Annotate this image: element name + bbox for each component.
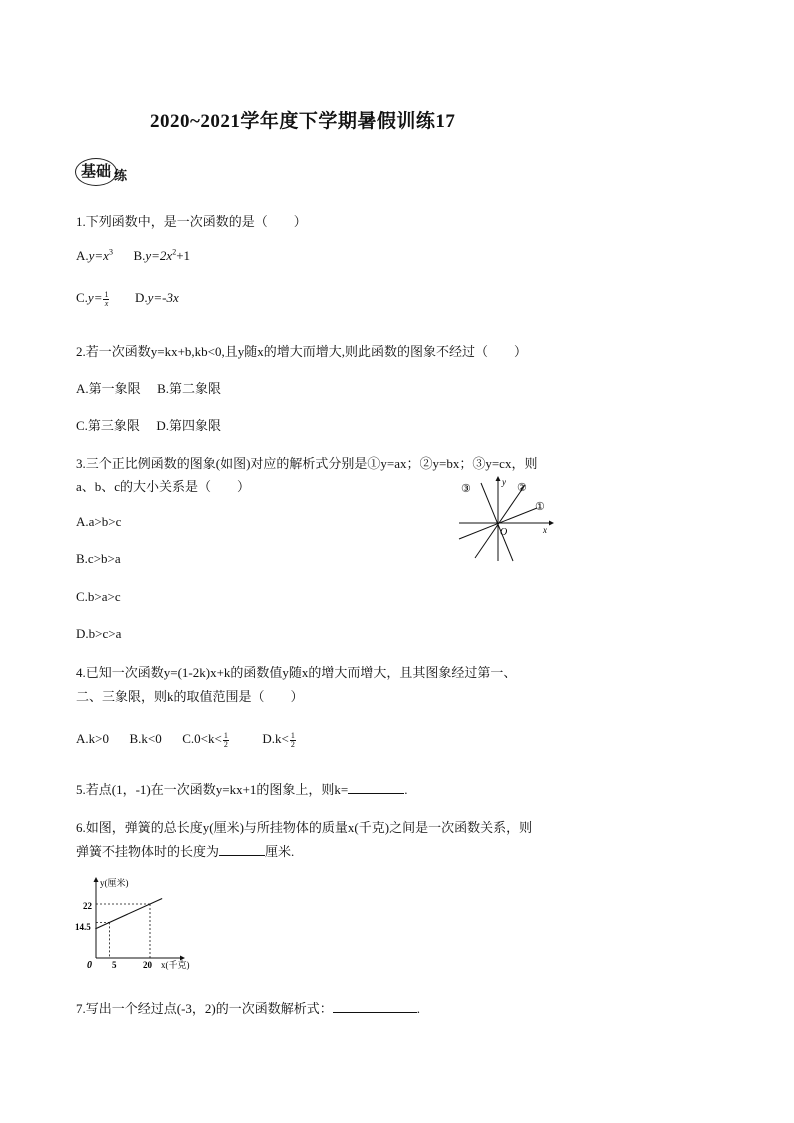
- q4-stem-line2: 二、三象限，则k的取值范围是（ ）: [76, 689, 304, 704]
- section-badge-tail: 练: [114, 168, 128, 183]
- q4-options: [76, 731, 297, 749]
- q6-xtick-20: 20: [143, 960, 152, 970]
- q6-ytick-14-5: 14.5: [75, 922, 91, 932]
- q3-option-d: D.b>c>a: [76, 626, 122, 641]
- q2-options-ab: [76, 378, 221, 397]
- q5-stem: 5.若点(1，-1)在一次函数y=kx+1的图象上，则k= .: [76, 782, 408, 797]
- q7-answer-blank[interactable]: [333, 1000, 417, 1013]
- q3-figure: [455, 475, 555, 565]
- q1-options-cd: [76, 290, 179, 308]
- q2-stem: 2.若一次函数y=kx+b,kb<0,且y随x的增大而增大,则此函数的图象不经过（ ）: [76, 344, 527, 359]
- q3-y-label: y: [502, 477, 506, 487]
- q3-label-3: ③: [461, 483, 471, 495]
- q6-ytick-22: 22: [83, 901, 92, 911]
- q3-label-2: ②: [517, 482, 527, 494]
- q4-option-d: D.k< $\frac{1}{2}$: [262, 730, 295, 749]
- q3-x-label: x: [543, 525, 547, 535]
- q2-option-d: D.第四象限: [156, 418, 222, 433]
- q1-option-d: D.y=-3x: [134, 290, 179, 305]
- q3-origin-label: O: [500, 527, 508, 538]
- q3-stem-line2: a、b、c的大小关系是（ ）: [76, 479, 251, 494]
- q5-answer-blank[interactable]: [348, 781, 404, 794]
- q3-option-a: A.a>b>c: [76, 514, 122, 529]
- q2-option-b: B.第二象限: [157, 381, 222, 396]
- q6-xtick-5: 5: [112, 960, 117, 970]
- q4-stem-line1: 4.已知一次函数y=(1-2k)x+k的函数值y随x的增大而增大，且其图象经过第一、: [76, 665, 517, 680]
- q7-stem: 7.写出一个经过点(-3，2)的一次函数解析式： .: [76, 1001, 420, 1016]
- q2-option-a: A.第一象限: [76, 381, 141, 396]
- q3-option-b: B.c>b>a: [76, 551, 121, 566]
- q3-stem-line1: 3.三个正比例函数的图象(如图)对应的解析式分别是①y=ax；②y=bx；③y=cx，则: [76, 456, 538, 471]
- q3-line-2: [475, 485, 525, 558]
- q6-answer-blank[interactable]: [219, 843, 265, 856]
- q4-option-c: C.0<k< $\frac{1}{2}$: [182, 730, 228, 749]
- q6-stem-line2: 弹簧不挂物体时的长度为 厘米.: [76, 844, 295, 859]
- q4-option-b: B.k<0: [129, 731, 162, 746]
- q6-y-arrow: [94, 877, 99, 882]
- q1-options-ab: [76, 248, 190, 264]
- q3-y-arrow: [496, 476, 501, 481]
- q6-stem-line1: 6.如图，弹簧的总长度y(厘米)与所挂物体的质量x(千克)之间是一次函数关系，则: [76, 820, 533, 835]
- page-title: 2020~2021学年度下学期暑假训练17: [150, 111, 456, 132]
- q6-origin-label: 0: [87, 960, 92, 971]
- q1-option-a: $A.y=x^3$: [76, 248, 113, 264]
- q6-y-label: y(厘米): [100, 878, 129, 888]
- q6-series-line: [95, 898, 162, 928]
- q4-option-a: A.k>0: [76, 731, 109, 746]
- q1-option-c: C.y= $\frac{1}{x}$: [76, 289, 109, 308]
- q6-x-label: x(千克): [161, 960, 190, 970]
- q6-chart: [72, 872, 207, 972]
- section-badge: 基础: [75, 158, 117, 186]
- q2-options-cd: [76, 415, 221, 434]
- q1-stem: 1.下列函数中，是一次函数的是（ ）: [76, 214, 307, 229]
- q3-x-arrow: [549, 521, 554, 526]
- q3-option-c: C.b>a>c: [76, 589, 121, 604]
- q2-option-c: C.第三象限: [76, 418, 140, 433]
- q3-label-1: ①: [535, 501, 545, 513]
- q1-option-b: $B.y=2x^2+1$: [133, 248, 191, 264]
- q3-line-3: [481, 483, 513, 561]
